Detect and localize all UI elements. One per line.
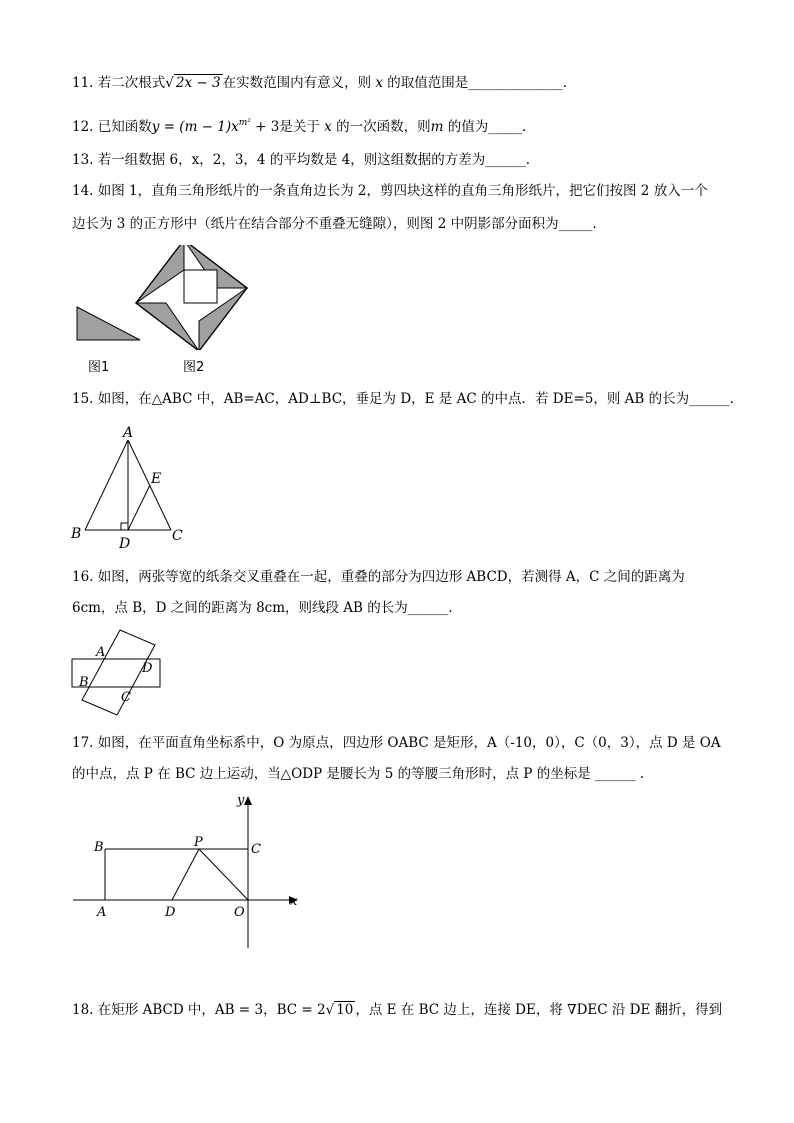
q17-label-c: C xyxy=(251,842,261,857)
q17-label-y: y xyxy=(237,793,245,808)
q11-radical: √ 2x − 3 xyxy=(165,75,221,91)
q17-figure xyxy=(68,790,318,955)
q12-var2: m xyxy=(430,119,444,135)
q13-end: . xyxy=(525,152,530,168)
q15-number: 15. xyxy=(72,391,94,407)
q17-blank: ______ xyxy=(595,766,636,782)
question-14-line2 xyxy=(72,209,722,239)
q14-blank: _____ xyxy=(558,216,593,232)
q15-label-b: B xyxy=(71,526,82,542)
q11-blank: ______________ xyxy=(468,75,563,91)
q12-formula-exp: m² xyxy=(238,118,251,128)
q18-radical-inner: 10 xyxy=(336,1002,354,1018)
question-14-line1 xyxy=(72,176,722,206)
q17-end: . xyxy=(639,766,645,782)
q13-text: 13. 若一组数据 6，x，2，3，4 的平均数是 4，则这组数据的方差为 xyxy=(72,152,486,168)
question-13 xyxy=(72,145,722,175)
q11-radical-inner: 2x − 3 xyxy=(175,75,221,91)
q14-end: . xyxy=(592,216,597,232)
question-15 xyxy=(72,384,734,414)
q16-line1: 16. 如图，两张等宽的纸条交叉重叠在一起，重叠的部分为四边形 ABCD，若测得 A，C 之间的距离为 xyxy=(72,569,685,585)
q15-text: 如图，在△ABC 中，AB=AC，AD⊥BC，垂足为 D，E 是 AC 的中点．若 DE=5，则 AB 的长为 xyxy=(97,391,690,407)
q17-label-p: P xyxy=(194,835,203,850)
fig1-caption: 图1 xyxy=(88,360,110,375)
q17-line2: 的中点，点 P 在 BC 边上运动，当△ODP 是腰长为 5 的等腰三角形时，点 P 的坐标是 xyxy=(72,766,591,782)
q13-blank: ______ xyxy=(485,152,526,168)
q12-mid: 是关于 xyxy=(279,119,320,135)
q15-blank: ______ xyxy=(689,391,730,407)
q18-number: 18. xyxy=(72,1002,94,1018)
q12-blank: _____ xyxy=(488,119,522,135)
q15-end: . xyxy=(729,391,734,407)
q16-blank: ______ xyxy=(407,600,449,616)
q17-label-o: O xyxy=(234,905,245,920)
q15-label-d: D xyxy=(119,536,131,550)
q18-text-b: ，点 E 在 BC 边上，连接 DE，将 ∇DEC 沿 DE 翻折，得到 xyxy=(355,1002,723,1018)
q11-pre: 若二次根式 xyxy=(97,75,166,91)
q11-number: 11. xyxy=(72,75,94,91)
question-11 xyxy=(72,68,722,98)
question-12 xyxy=(72,108,722,142)
q12-mid2: 的一次函数，则 xyxy=(336,119,431,135)
q12-post: 的值为 xyxy=(447,119,489,135)
q16-label-c: C xyxy=(121,690,131,705)
q11-post2: 的取值范围是 xyxy=(387,75,469,91)
q16-end: . xyxy=(448,600,453,616)
question-17-line1 xyxy=(72,728,722,758)
fig2-inner-square xyxy=(184,270,217,303)
q17-line1: 17. 如图，在平面直角坐标系中，O 为原点，四边形 OABC 是矩形，A（-10，0），C（0，3），点 D 是 OA xyxy=(72,735,721,751)
question-17-line2 xyxy=(72,759,722,789)
question-18 xyxy=(72,995,722,1025)
q14-line2: 边长为 3 的正方形中（纸片在结合部分不重叠无缝隙），则图 2 中阴影部分面积为 xyxy=(72,216,559,232)
q16-label-d: D xyxy=(142,661,153,676)
q17-label-a: A xyxy=(97,905,107,920)
q12-pre: 已知函数 xyxy=(97,119,152,135)
q12-formula-a: y = (m − 1)x xyxy=(151,119,239,135)
q17-label-d: D xyxy=(165,905,176,920)
q17-label-x: x xyxy=(290,894,298,909)
q16-label-b: B xyxy=(79,675,89,690)
q18-radical: √ 10 xyxy=(325,1002,354,1018)
q18-text-a: 在矩形 ABCD 中，AB = 3，BC = 2 xyxy=(97,1002,326,1018)
q16-label-a: A xyxy=(96,645,106,660)
question-16-line1 xyxy=(72,562,722,592)
q11-end: . xyxy=(562,75,568,91)
q15-figure xyxy=(68,420,198,550)
q12-number: 12. xyxy=(72,119,94,135)
question-16-line2 xyxy=(72,593,722,623)
q14-figures xyxy=(70,245,260,350)
q12-end: . xyxy=(521,119,527,135)
q15-label-e: E xyxy=(151,471,162,487)
q16-figure xyxy=(68,622,168,722)
q15-label-c: C xyxy=(172,528,183,544)
q12-formula-b: + 3 xyxy=(250,119,280,135)
fig2-caption: 图2 xyxy=(183,360,205,375)
fig1-triangle xyxy=(77,307,140,340)
q17-label-b: B xyxy=(94,840,104,855)
q12-var: x xyxy=(324,119,332,135)
q14-line1: 14. 如图 1，直角三角形纸片的一条直角边长为 2，剪四块这样的直角三角形纸片，把它们按图 2 放入一个 xyxy=(72,183,708,199)
q16-line2: 6cm，点 B，D 之间的距离为 8cm，则线段 AB 的长为 xyxy=(72,600,408,616)
q11-post: 在实数范围内有意义，则 xyxy=(222,75,372,91)
q11-var: x xyxy=(375,75,383,91)
q15-label-a: A xyxy=(123,425,134,441)
